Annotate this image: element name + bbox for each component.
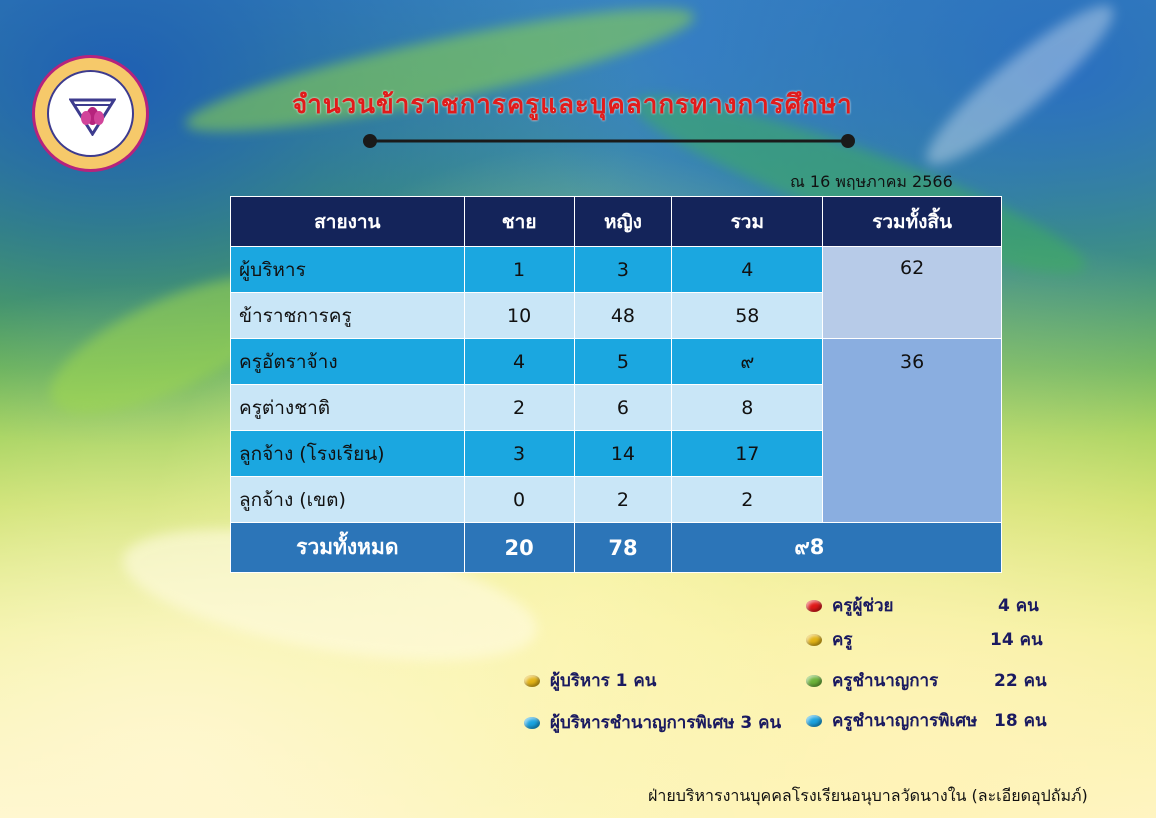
as-of-date: ณ 16 พฤษภาคม 2566 <box>790 172 953 191</box>
row-label: ผู้บริหาร <box>231 247 465 293</box>
group-total: 62 <box>823 247 1002 339</box>
table-row <box>231 247 1002 293</box>
total-label: รวมทั้งหมด <box>231 523 465 573</box>
blue-dot-icon <box>524 717 540 729</box>
logo-seal <box>47 70 134 157</box>
table-total-row <box>231 523 1002 573</box>
table-row <box>231 339 1002 385</box>
legend-value: 14 คน <box>990 630 1043 650</box>
row-label: ครูต่างชาติ <box>231 385 465 431</box>
male-count: 1 <box>464 247 574 293</box>
row-sum: 8 <box>672 385 823 431</box>
legend-label: ครูผู้ช่วย <box>832 596 894 616</box>
male-count: 0 <box>464 477 574 523</box>
yellow-dot-icon <box>524 675 540 687</box>
legend-label: ครู <box>832 630 853 650</box>
female-count: 5 <box>574 339 672 385</box>
background-streak <box>179 0 700 153</box>
legend-value: 4 คน <box>998 596 1039 616</box>
blue-dot-icon <box>806 715 822 727</box>
column-header: รวม <box>672 197 823 247</box>
legend-item <box>806 707 977 734</box>
column-header: รวมทั้งสิ้น <box>823 197 1002 247</box>
legend-value: 18 คน <box>994 711 1047 731</box>
legend-item <box>524 667 656 694</box>
row-label: ลูกจ้าง (เขต) <box>231 477 465 523</box>
total-female: 78 <box>574 523 672 573</box>
legend-item <box>524 709 781 736</box>
title-divider <box>362 133 856 149</box>
staff-table <box>230 196 1002 573</box>
lotus-triangle-icon <box>69 96 116 136</box>
female-count: 48 <box>574 293 672 339</box>
column-header: สายงาน <box>231 197 465 247</box>
row-sum: ๙ <box>672 339 823 385</box>
row-label: ข้าราชการครู <box>231 293 465 339</box>
male-count: 4 <box>464 339 574 385</box>
grand-total: ๙8 <box>672 523 1002 573</box>
male-count: 2 <box>464 385 574 431</box>
female-count: 6 <box>574 385 672 431</box>
male-count: 10 <box>464 293 574 339</box>
row-sum: 4 <box>672 247 823 293</box>
group-total: 36 <box>823 339 1002 523</box>
page-title: จำนวนข้าราชการครูและบุคลากรทางการศึกษา <box>292 90 853 120</box>
legend-label: ครูชำนาญการพิเศษ <box>832 711 978 731</box>
legend-item <box>806 667 938 694</box>
row-label: ครูอัตราจ้าง <box>231 339 465 385</box>
green-dot-icon <box>806 675 822 687</box>
female-count: 2 <box>574 477 672 523</box>
red-dot-icon <box>806 600 822 612</box>
table-header-row <box>231 197 1002 247</box>
legend-item <box>806 592 894 619</box>
female-count: 3 <box>574 247 672 293</box>
row-sum: 17 <box>672 431 823 477</box>
column-header: ชาย <box>464 197 574 247</box>
background-streak <box>912 0 1128 181</box>
footer-credit: ฝ่ายบริหารงานบุคคลโรงเรียนอนุบาลวัดนางใน (ละเอียดอุปถัมภ์) <box>648 786 1088 805</box>
row-sum: 2 <box>672 477 823 523</box>
yellow-dot-icon <box>806 634 822 646</box>
column-header: หญิง <box>574 197 672 247</box>
row-sum: 58 <box>672 293 823 339</box>
legend-label: ครูชำนาญการ <box>832 671 939 691</box>
total-male: 20 <box>464 523 574 573</box>
school-logo <box>32 55 149 172</box>
legend-label: ผู้บริหารชำนาญการพิเศษ 3 คน <box>550 713 782 733</box>
male-count: 3 <box>464 431 574 477</box>
female-count: 14 <box>574 431 672 477</box>
row-label: ลูกจ้าง (โรงเรียน) <box>231 431 465 477</box>
legend-value: 22 คน <box>994 671 1047 691</box>
legend-label: ผู้บริหาร 1 คน <box>550 671 657 691</box>
legend-item <box>806 626 853 653</box>
